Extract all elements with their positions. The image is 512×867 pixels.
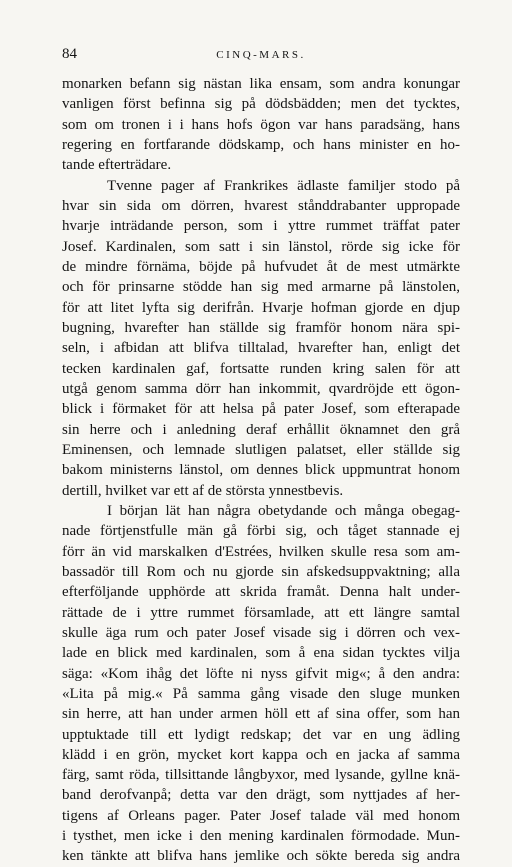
text-line: tecken kardinalen gaf, fortsatte runden kring salen för att xyxy=(62,360,460,377)
text-line: klädd i en grön, mycket kort kappa och en jacka af samma xyxy=(62,746,460,763)
text-line: och för prinsarne stödde han sig med armarne på länstolen, xyxy=(62,279,460,296)
text-line: bassadör till Rom och nu gjorde sin afskedsuppvaktning; alla xyxy=(62,563,460,580)
text-line: nade förtjenstfulle män gå förbi sig, och tåget stannade ej xyxy=(62,523,460,540)
text-line: tande efterträdare. xyxy=(62,157,172,174)
text-line: sin herre och i anledning deraf erhållit öknamnet den grå xyxy=(62,421,460,438)
text-line: färg, samt röda, tillsittande långbyxor, med lysande, gyllne knä- xyxy=(62,767,460,784)
text-line: efterföljande upphörde att skrida framåt. Denna halt under- xyxy=(62,584,460,601)
text-line: upptuktade till ett lydigt redskap; det var en ung ädling xyxy=(62,726,460,743)
page-number: 84 xyxy=(62,46,77,62)
text-line: Eminensen, och lemnade slutligen palatset, eller ställde sig xyxy=(62,441,460,458)
text-line: rättade de i yttre rummet församlade, att ett längre samtal xyxy=(62,604,460,621)
running-head xyxy=(62,44,460,64)
text-line: säga: «Kom ihåg det löfte ni nyss gifvit mig«; å den andra: xyxy=(62,665,460,682)
text-line: vanligen först befinna sig på dödsbädden; men det tycktes, xyxy=(62,96,460,113)
text-line: skulle äga rum och pater Josef visade sig i dörren och vex- xyxy=(62,624,460,641)
text-line: Josef. Kardinalen, som satt i sin länstol, rörde sig icke för xyxy=(62,238,460,255)
text-line: blick i förmaket för att helsa på pater Josef, som efterapade xyxy=(62,401,460,418)
text-line: som om tronen i i hans hofs ögon var hans paradsäng, hans xyxy=(62,116,460,133)
text-line: för att litet lyfta sig derifrån. Hvarje hofman gjorde en djup xyxy=(62,299,460,316)
text-line: monarken befann sig nästan lika ensam, som andra konungar xyxy=(62,76,460,92)
text-line: regering en fortfarande dödskamp, och hans minister en ho- xyxy=(62,136,460,153)
text-line: sin herre, att han under armen höll ett af sina offer, som han xyxy=(62,706,460,723)
text-line: dertill, hvilket var ett af de största ynnestbevis. xyxy=(62,482,344,499)
text-line: band derofvanpå; detta var den drägt, som nyttjades af her- xyxy=(62,787,460,804)
paragraph-first-line: I början lät han några obetydande och många obegag- xyxy=(107,502,460,519)
text-line: hvarje inträdande person, som i yttre rummet träffat pater xyxy=(62,218,460,235)
text-line: bakom ministerns länstol, om dennes blick uppmuntrat honom xyxy=(62,462,460,479)
text-line: bugning, hvarefter han ställde sig framför honom nära spi- xyxy=(62,319,460,336)
text-line: hvar sin sida om dörren, hvarest stånddrabanter uppropade xyxy=(62,197,460,214)
text-line: ken tänkte att blifva hans jemlike och sökte bereda sig andra xyxy=(62,848,460,865)
text-line: de mindre förnäma, böjde på hufvudet åt de mest utmärkte xyxy=(62,258,460,275)
text-line: förr än vid marskalken d'Estrées, hvilken skulle resa som am- xyxy=(62,543,460,560)
text-line: i tysthet, men icke i den mening kardinalen förmodade. Mun- xyxy=(62,828,460,845)
text-line: «Lita på mig.« På samma gång visade den sluge munken xyxy=(62,685,460,702)
body-text xyxy=(62,74,460,867)
text-line: tigens af Orleans pager. Pater Josef talade väl med honom xyxy=(62,807,460,824)
running-title: CINQ-MARS. xyxy=(216,49,306,61)
text-line: utgå genom samma dörr han inkommit, qvardröjde ett ögon- xyxy=(62,380,460,397)
text-line: lade en blick med kardinalen, som å ena sidan tycktes vilja xyxy=(62,645,460,662)
paragraph-first-line: Tvenne pager af Frankrikes ädlaste familjer stodo på xyxy=(107,177,460,194)
text-line: seln, i afbidan att blifva tilltalad, hvarefter han, enligt det xyxy=(62,340,460,357)
